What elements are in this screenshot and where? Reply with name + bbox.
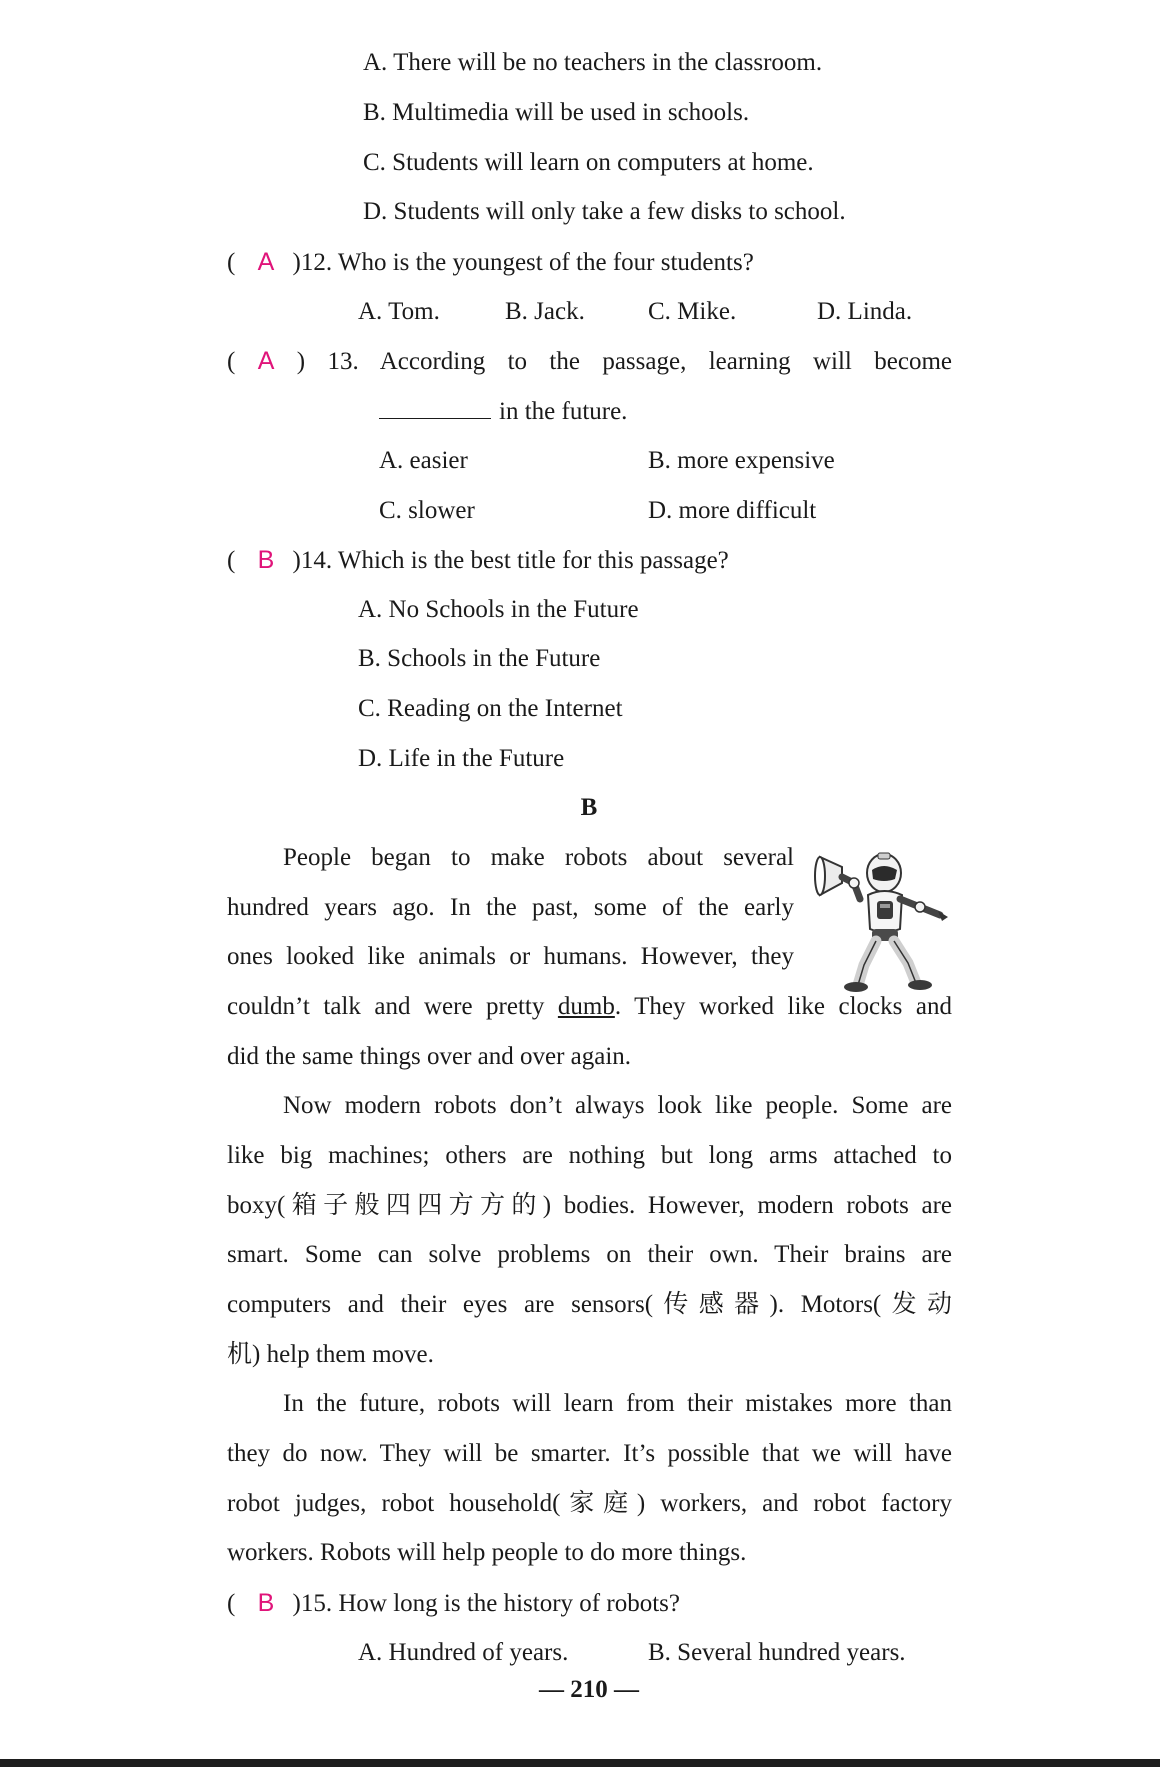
answer-bracket-open: (: [227, 547, 236, 574]
passage-line: hundred years ago. In the past, some of the early: [227, 894, 794, 921]
q12-option-a: A. Tom.: [358, 298, 440, 325]
answer-blank: [379, 396, 491, 419]
q14-option-c: C. Reading on the Internet: [358, 695, 623, 722]
passage-line: In the future, robots will learn from their mistakes more than: [283, 1390, 952, 1417]
q13-option-c: C. slower: [379, 497, 475, 524]
q13-option-a: A. easier: [379, 447, 468, 474]
answer-bracket-close: ): [292, 249, 301, 276]
answer-bracket-open: (: [227, 348, 236, 375]
answer-bracket-close: ): [292, 1590, 301, 1617]
passage-line: boxy(箱子般四四方方的) bodies. However, modern robots are: [227, 1192, 952, 1219]
question-text: 15. How long is the history of robots?: [300, 1590, 680, 1617]
passage-line: like big machines; others are nothing but long arms attached to: [227, 1142, 952, 1169]
answer-mark: B: [257, 546, 275, 574]
q11-option-d: D. Students will only take a few disks to school.: [363, 198, 846, 225]
answer-mark: A: [257, 347, 275, 375]
passage-line: robot judges, robot household(家庭) workers, and robot factory: [227, 1490, 952, 1517]
passage-line: workers. Robots will help people to do more things.: [227, 1539, 747, 1566]
passage-line: 机) help them move.: [227, 1341, 434, 1368]
answer-mark: A: [257, 248, 275, 276]
q12-option-c: C. Mike.: [648, 298, 737, 325]
q15-option-a: A. Hundred of years.: [358, 1639, 569, 1666]
q14-option-d: D. Life in the Future: [358, 745, 565, 772]
passage-line: People began to make robots about several: [283, 844, 794, 871]
question-15: [227, 1588, 680, 1619]
robot-illustration: [812, 843, 952, 993]
q12-option-d: D. Linda.: [817, 298, 913, 325]
passage-line: did the same things over and over again.: [227, 1043, 632, 1070]
q14-option-a: A. No Schools in the Future: [358, 596, 639, 623]
passage-line: they do now. They will be smarter. It’s possible that we will have: [227, 1440, 952, 1467]
answer-bracket-close: ): [292, 547, 301, 574]
question-text: 12. Who is the youngest of the four students?: [300, 249, 754, 276]
q11-option-c: C. Students will learn on computers at home.: [363, 149, 814, 176]
answer-mark: B: [257, 1589, 275, 1617]
question-text: 14. Which is the best title for this passage?: [300, 547, 729, 574]
question-13-continuation: in the future.: [379, 396, 627, 427]
q13-option-b: B. more expensive: [648, 447, 835, 474]
underlined-word: dumb: [557, 993, 615, 1020]
q14-option-b: B. Schools in the Future: [358, 645, 601, 672]
question-13: [227, 346, 952, 377]
passage-line: Now modern robots don’t always look like people. Some are: [283, 1092, 952, 1119]
q11-option-b: B. Multimedia will be used in schools.: [363, 99, 750, 126]
passage-line: computers and their eyes are sensors(传感器). Motors(发动: [227, 1291, 952, 1318]
answer-bracket-open: (: [227, 249, 236, 276]
question-12: [227, 247, 754, 278]
section-heading: B: [580, 794, 598, 821]
page-number: — 210 —: [539, 1676, 639, 1703]
q11-option-a: A. There will be no teachers in the classroom.: [363, 49, 823, 76]
answer-bracket-close: ): [296, 348, 306, 375]
passage-line: couldn’t talk and were pretty dumb. They worked like clocks and: [227, 993, 952, 1020]
q12-option-b: B. Jack.: [505, 298, 585, 325]
passage-line: ones looked like animals or humans. However, they: [227, 943, 794, 970]
answer-bracket-open: (: [227, 1590, 236, 1617]
passage-line: smart. Some can solve problems on their own. Their brains are: [227, 1241, 952, 1268]
question-text: 13. According to the passage, learning will become: [327, 348, 952, 375]
q15-option-b: B. Several hundred years.: [648, 1639, 906, 1666]
q13-option-d: D. more difficult: [648, 497, 817, 524]
bottom-edge-bar: [0, 1759, 1160, 1767]
question-14: [227, 545, 729, 576]
